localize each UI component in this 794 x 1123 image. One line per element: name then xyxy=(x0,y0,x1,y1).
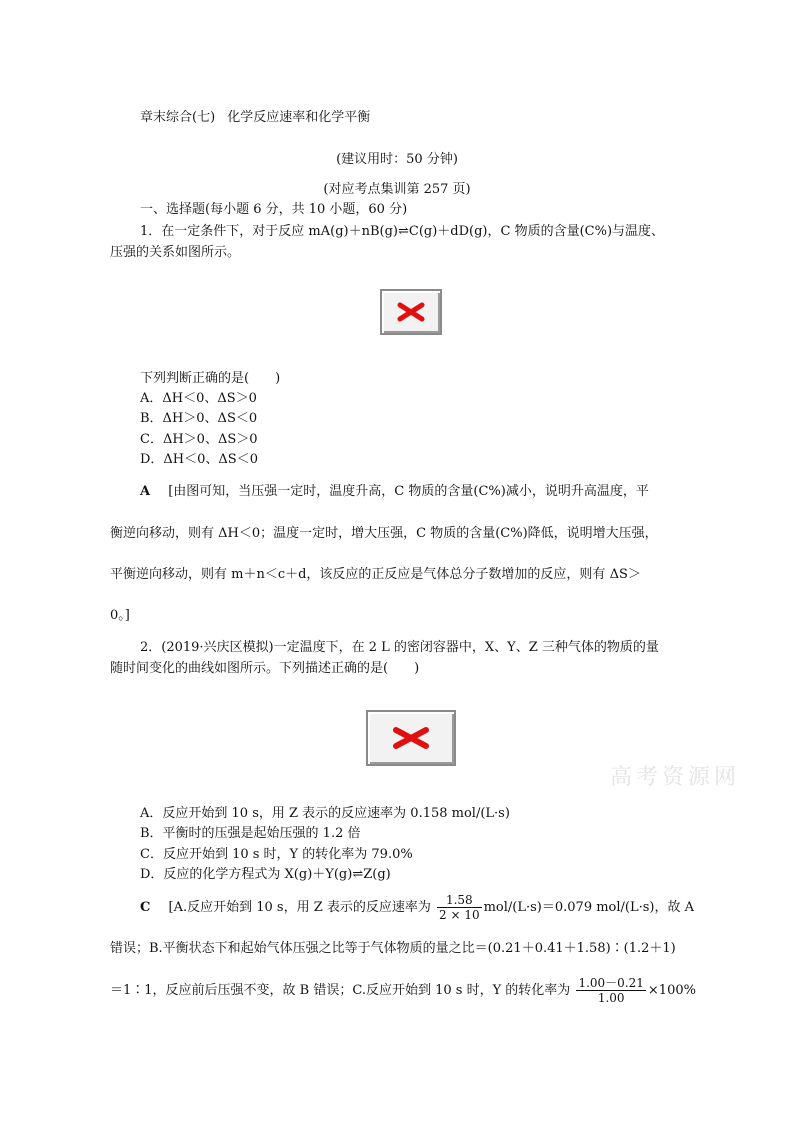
q1-explanation-line3: 平衡逆向移动，则有 m＋n＜c＋d，该反应的正反应是气体总分子数增加的反应，则有 ΔS＞ xyxy=(110,567,641,582)
q1-option-c: C．ΔH＞0、ΔS＞0 xyxy=(140,432,258,447)
q1-answer: A xyxy=(140,484,151,499)
chapter-title: 化学反应速率和化学平衡 xyxy=(227,110,371,125)
q1-explanation-line4: 0。] xyxy=(110,608,130,623)
chapter-label: 章末综合(七) xyxy=(140,110,216,125)
time-note: (建议用时：50 分钟) xyxy=(336,152,458,167)
q1-stem-line2: 压强的关系如图所示。 xyxy=(110,245,241,260)
watermark: 高考资源网 xyxy=(610,765,741,790)
q1-explanation-line1: A [由图可知，当压强一定时，温度升高，C 物质的含量(C%)减小，说明升高温度，平 xyxy=(140,484,649,499)
page-header xyxy=(140,110,370,126)
fraction-conversion: $\frac{1.00-0.21}{1.00}$ xyxy=(578,976,644,1005)
fraction-rate: $\frac{1.58}{2 \times 10}$ xyxy=(439,893,480,922)
q1-option-d: D．ΔH＜0、ΔS＜0 xyxy=(140,452,258,467)
q2-stem-line1: 2．(2019·兴庆区模拟)一定温度下，在 2 L 的密闭容器中，X、Y、Z 三种气体的物质的量 xyxy=(140,640,659,655)
q2-answer: C xyxy=(140,900,151,915)
q2-stem-line2: 随时间变化的曲线如图所示。下列描述正确的是( ) xyxy=(110,661,420,676)
q1-prompt: 下列判断正确的是( ) xyxy=(140,371,281,386)
q2-option-c: C．反应开始到 10 s 时，Y 的转化率为 79.0% xyxy=(140,847,413,862)
ref-note: (对应考点集训第 257 页) xyxy=(323,182,471,197)
broken-image-icon xyxy=(391,726,431,750)
q1-option-a: A．ΔH＜0、ΔS＞0 xyxy=(140,391,257,406)
q2-figure-placeholder xyxy=(366,710,456,766)
q2-explanation-line1: C [A.反应开始到 10 s，用 Z 表示的反应速率为 $\frac{1.58}{2 \times 10}$ mol/(L·s)＝0.079 mol/(L·s)，故 A xyxy=(140,893,695,922)
broken-image-icon xyxy=(396,302,426,322)
q2-explanation-line2: 错误；B.平衡状态下和起始气体压强之比等于气体物质的量之比＝(0.21＋0.41＋1.58)∶(1.2＋1) xyxy=(110,941,676,956)
q1-option-b: B．ΔH＞0、ΔS＜0 xyxy=(140,411,258,426)
section-heading: 一、选择题(每小题 6 分，共 10 小题，60 分) xyxy=(140,202,408,217)
q2-option-a: A．反应开始到 10 s，用 Z 表示的反应速率为 0.158 mol/(L·s) xyxy=(140,806,510,821)
q2-option-b: B．平衡时的压强是起始压强的 1.2 倍 xyxy=(140,826,361,841)
q1-stem-line1: 1．在一定条件下，对于反应 mA(g)＋nB(g)⇌C(g)＋dD(g)，C 物质的含量(C%)与温度、 xyxy=(140,224,665,239)
q2-option-d: D．反应的化学方程式为 X(g)＋Y(g)⇌Z(g) xyxy=(140,867,391,882)
q2-explanation-line3: ＝1∶1，反应前后压强不变，故 B 错误；C.反应开始到 10 s 时，Y 的转化率为 $\frac{1.00-0.21}{1.00}$ ×100% xyxy=(110,976,696,1005)
q1-figure-placeholder xyxy=(380,289,442,335)
q1-explanation-line2: 衡逆向移动，则有 ΔH＜0；温度一定时，增大压强，C 物质的含量(C%)降低，说明增大压强， xyxy=(110,526,658,541)
